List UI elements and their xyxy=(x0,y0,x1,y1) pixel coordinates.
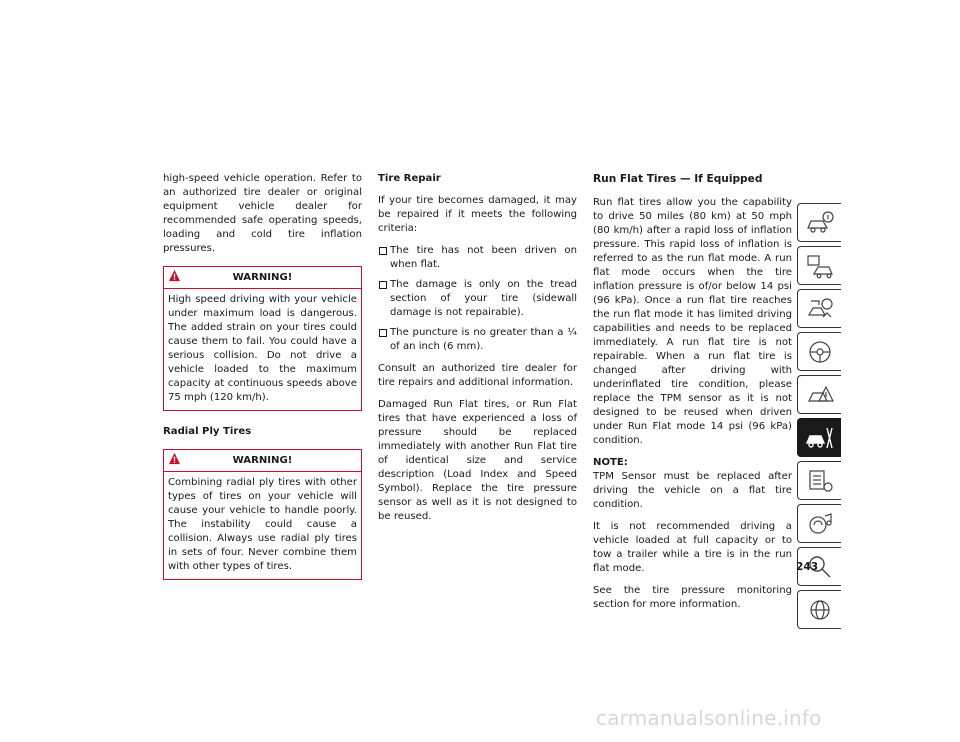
warning-header xyxy=(164,267,361,289)
tab-getting-to-know[interactable] xyxy=(797,246,841,285)
specifications-icon xyxy=(805,467,835,495)
section-title-radial: Radial Ply Tires xyxy=(163,426,252,437)
warning-body: Combining radial ply tires with other types of tires on your vehicle will cause your vehicle to handle poorly. The instability could cause a collision. Always use radial ply tires in sets of four. Never combine them with other types of tires. xyxy=(168,477,357,572)
tab-in-case-of-emergency[interactable] xyxy=(797,418,841,457)
list-item: The damage is only on the tread section of your tire (sidewall damage is not repairable). xyxy=(378,278,577,320)
column-1 xyxy=(163,172,362,594)
warning-title: WARNING! xyxy=(232,455,293,466)
column-3 xyxy=(593,172,792,620)
warning-header xyxy=(164,450,361,472)
multimedia-icon xyxy=(805,510,835,538)
section-title-run-flat: Run Flat Tires — If Equipped xyxy=(593,173,763,185)
tab-languages[interactable] xyxy=(797,590,841,629)
towing-paragraph: It is not recommended driving a vehicle loaded at full capacity or to tow a trailer while a tire is in the run flat mode. xyxy=(593,521,792,574)
repair-criteria-list xyxy=(378,244,577,354)
warning-title: WARNING! xyxy=(232,272,293,283)
note-text: TPM Sensor must be replaced after driving the vehicle on a flat tire condition. xyxy=(593,471,792,510)
dashboard-icon xyxy=(805,295,835,323)
car-key-icon xyxy=(805,252,835,280)
car-info-icon xyxy=(805,209,835,237)
tire-repair-intro: If your tire becomes damaged, it may be repaired if it meets the following criteria: xyxy=(378,195,577,234)
car-warning-icon xyxy=(805,381,835,409)
warning-box-radial xyxy=(163,449,362,580)
list-item: The tire has not been driven on when flat. xyxy=(378,244,577,272)
watermark: carmanualsonline.info xyxy=(596,706,822,730)
language-icon xyxy=(805,596,835,624)
section-title-tire-repair: Tire Repair xyxy=(378,173,441,184)
intro-paragraph: high-speed vehicle operation. Refer to an authorized tire dealer or original equipment vehicle dealer for recommended safe operating speeds, loading and cold tire inflation pressures. xyxy=(163,173,362,254)
warning-body: High speed driving with your vehicle under maximum load is dangerous. The added strain on your tires could cause them to fail. You could have a serious collision. Do not drive a vehicle loaded to the maximum capacity at continuous speeds above 75 mph (120 km/h). xyxy=(168,294,357,403)
tab-instrument-panel[interactable] xyxy=(797,289,841,328)
page-number: 243 xyxy=(796,561,819,573)
run-flat-paragraph: Run flat tires allow you the capability to drive 50 miles (80 km) at 50 mph (80 km/h) after a rapid loss of inflation pressure. This rapid loss of inflation is referred to as the run flat mode. A run flat mode occurs when the tire inflation pressure is of/or below 14 psi (96 kPa). Once a run flat tire reaches the run flat mode it has limited driving capabilities and needs to be replaced immediately. A run flat tire is not repairable. When a run flat tire is changed after driving with underinflated tire condition, please replace the TPM sensor as it is not designed to be reused when driven under Run Flat mode 14 psi (96 kPa) condition. xyxy=(593,197,792,446)
warning-box-high-speed xyxy=(163,266,362,411)
note xyxy=(593,456,792,512)
tab-safety[interactable] xyxy=(797,375,841,414)
note-label: NOTE: xyxy=(593,457,628,468)
consult-paragraph: Consult an authorized tire dealer for tire repairs and additional information. xyxy=(378,363,577,388)
tab-starting-operating[interactable] xyxy=(797,332,841,371)
damaged-run-flat-paragraph: Damaged Run Flat tires, or Run Flat tires that have experienced a loss of pressure should be replaced immediately with another Run Flat tire of identical size and service description (Load Index and Speed Symbol). Replace the tire pressure sensor as well as it is not designed to be reused. xyxy=(378,399,577,522)
column-2 xyxy=(378,172,577,532)
car-service-icon xyxy=(805,424,835,452)
tab-introduction[interactable] xyxy=(797,203,841,242)
warning-triangle-icon xyxy=(168,269,181,282)
steering-wheel-icon xyxy=(805,338,835,366)
see-more-paragraph: See the tire pressure monitoring section for more information. xyxy=(593,585,792,610)
tab-technical-specifications[interactable] xyxy=(797,504,841,543)
list-item: The puncture is no greater than a ¼ of an inch (6 mm). xyxy=(378,326,577,354)
tab-servicing-maintenance[interactable] xyxy=(797,461,841,500)
warning-triangle-icon xyxy=(168,452,181,465)
